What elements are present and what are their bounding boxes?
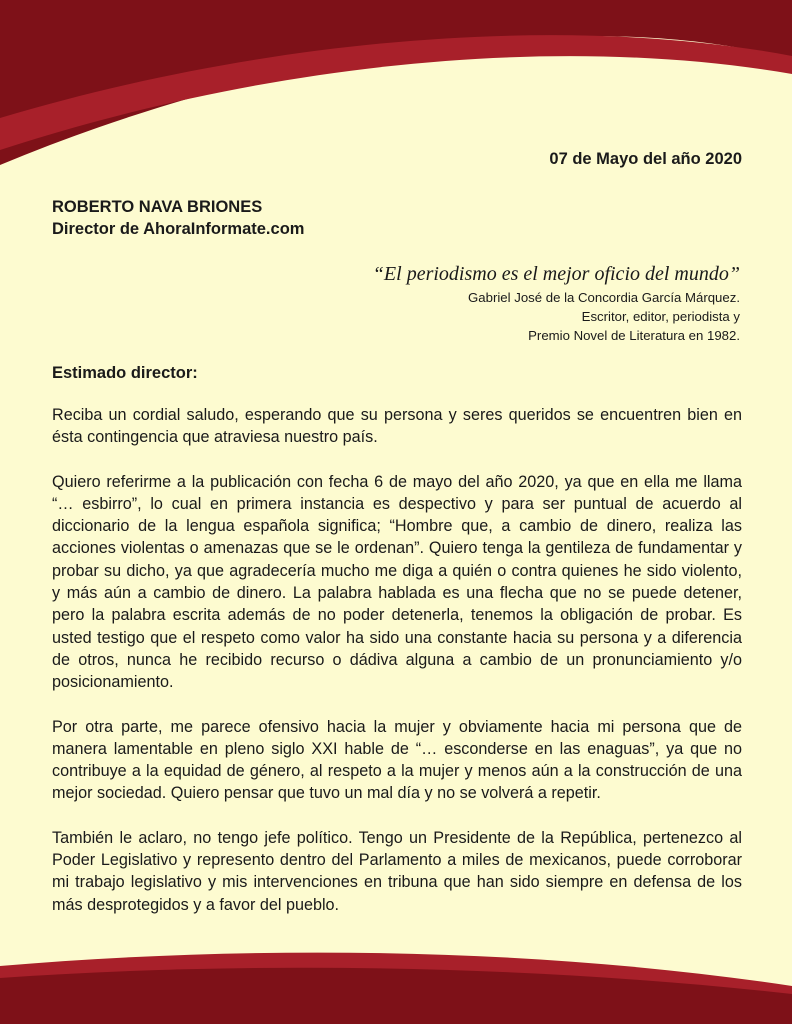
- recipient-title: Director de AhoraInformate.com: [52, 220, 305, 238]
- body-paragraph: Por otra parte, me parece ofensivo hacia la mujer y obviamente hacia mi persona que de manera lamentable en pleno siglo XXI hable de “… esconderse en las enaguas”, ya que no contribuye a la equidad de género, al respeto a la mujer y menos aún a la construcción de una mejor sociedad. Quiero pensar que tuvo un mal día y no se volverá a repetir.: [52, 717, 742, 803]
- epigraph-attribution-line: Premio Novel de Literatura en 1982.: [528, 328, 740, 343]
- epigraph-attribution-line: Escritor, editor, periodista y: [581, 309, 740, 324]
- bottom-wave-decoration: [0, 944, 792, 1024]
- top-wave-dark: [0, 0, 792, 165]
- top-wave-decoration: [0, 0, 792, 170]
- epigraph-attribution-line: Gabriel José de la Concordia García Márquez.: [468, 290, 740, 305]
- epigraph: [373, 262, 740, 345]
- recipient-name: ROBERTO NAVA BRIONES: [52, 198, 263, 216]
- body-paragraph: También le aclaro, no tengo jefe político. Tengo un Presidente de la República, pertenezco al Poder Legislativo y represento dentro del Parlamento a miles de mexicanos, puede corroborar mi trabajo legislativo y mis intervenciones en tribuna que han sido siempre en defensa de los más desprotegidos y a favor del pueblo.: [52, 828, 742, 914]
- salutation: Estimado director:: [52, 364, 198, 382]
- letter-body: [52, 404, 742, 938]
- body-paragraph: Quiero referirme a la publicación con fecha 6 de mayo del año 2020, ya que en ella me llama “… esbirro”, lo cual en primera instancia es despectivo y para ser puntual de acuerdo al diccionario de la lengua española significa; “Hombre que, a cambio de dinero, realiza las acciones violentas o amenazas que se le ordenan”. Quiero tenga la gentileza de fundamentar y probar su dicho, ya que agradecería mucho me diga a quién o contra quienes he sido violento, y más aún a cambio de dinero. La palabra hablada es una flecha que no se puede detener, pero la palabra escrita además de no poder detenerla, tenemos la obligación de probar. Es usted testigo que el respeto como valor ha sido una constante hacia su persona y a diferencia de otros, nunca he recibido recurso o dádiva alguna a cambio de un pronunciamiento y/o posicionamiento.: [52, 472, 742, 692]
- epigraph-quote: “El periodismo es el mejor oficio del mundo”: [372, 263, 740, 285]
- letter-date: 07 de Mayo del año 2020: [549, 150, 742, 168]
- body-paragraph: Reciba un cordial saludo, esperando que su persona y seres queridos se encuentren bien en ésta contingencia que atraviesa nuestro país.: [52, 406, 742, 447]
- recipient-block: [52, 196, 304, 240]
